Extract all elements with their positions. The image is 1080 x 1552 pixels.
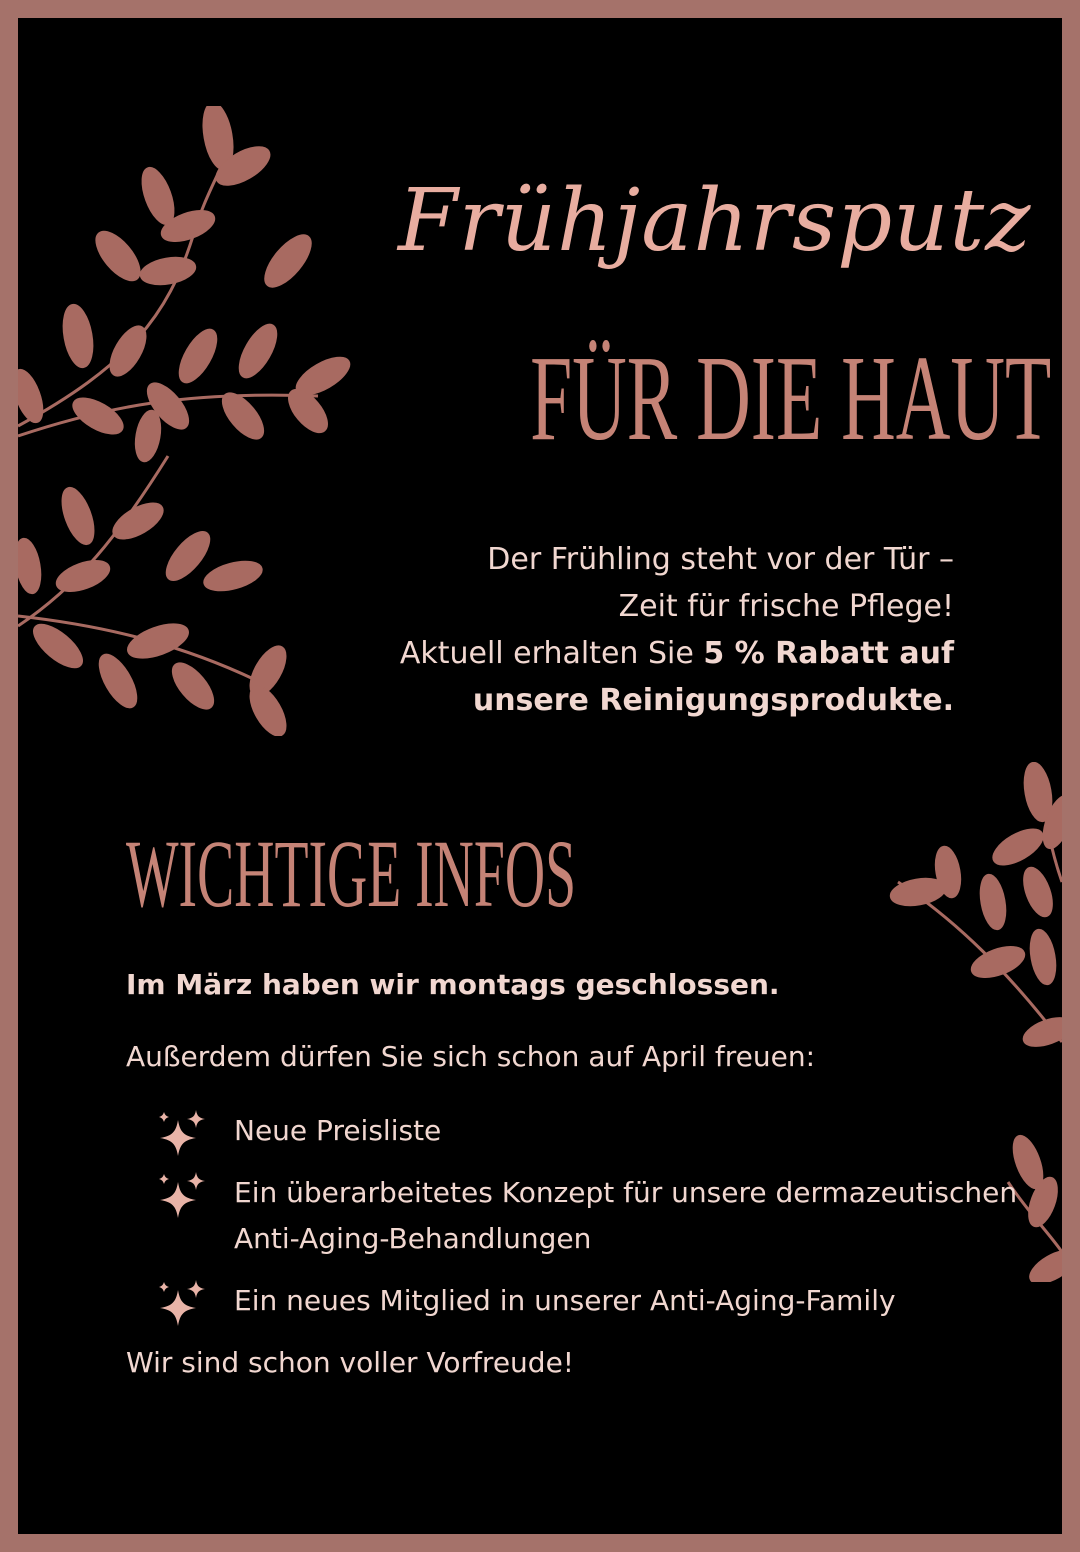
list-item: [158, 1108, 1038, 1154]
intro-text: [254, 536, 954, 724]
section-title: WICHTIGE INFOS: [126, 820, 577, 927]
sparkle-icon: [158, 1110, 208, 1158]
list-item: [158, 1170, 1038, 1262]
list-item-text: Neue Preisliste: [234, 1114, 442, 1147]
list-item-text: Ein neues Mitglied in unserer Anti-Aging-Family: [234, 1284, 896, 1317]
intro-line-2: Zeit für frische Pflege!: [618, 589, 954, 624]
discount-highlight: 5 % Rabatt auf: [703, 636, 954, 671]
sparkle-icon: [158, 1172, 208, 1220]
intro-line-1: Der Frühling steht vor der Tür –: [487, 542, 954, 577]
intro-line-3: [254, 630, 954, 677]
april-intro: Außerdem dürfen Sie sich schon auf April freuen:: [126, 1040, 816, 1073]
bullet-list: [158, 1108, 1038, 1324]
intro-line-4: unsere Reinigungsprodukte.: [472, 683, 954, 718]
script-title: Frühjahrsputz: [398, 171, 1032, 271]
sparkle-icon: [158, 1280, 208, 1328]
caps-title: FÜR DIE HAUT: [530, 331, 1052, 466]
list-item-text: Ein überarbeitetes Konzept für unsere dermazeutischen Anti-Aging-Behandlungen: [234, 1176, 1018, 1255]
intro-line-3-prefix: Aktuell erhalten Sie: [399, 636, 704, 671]
list-item: [158, 1278, 1038, 1324]
closing-text: Wir sind schon voller Vorfreude!: [126, 1346, 575, 1379]
closed-notice: Im März haben wir montags geschlossen.: [126, 968, 780, 1001]
content-panel: [18, 18, 1062, 1534]
